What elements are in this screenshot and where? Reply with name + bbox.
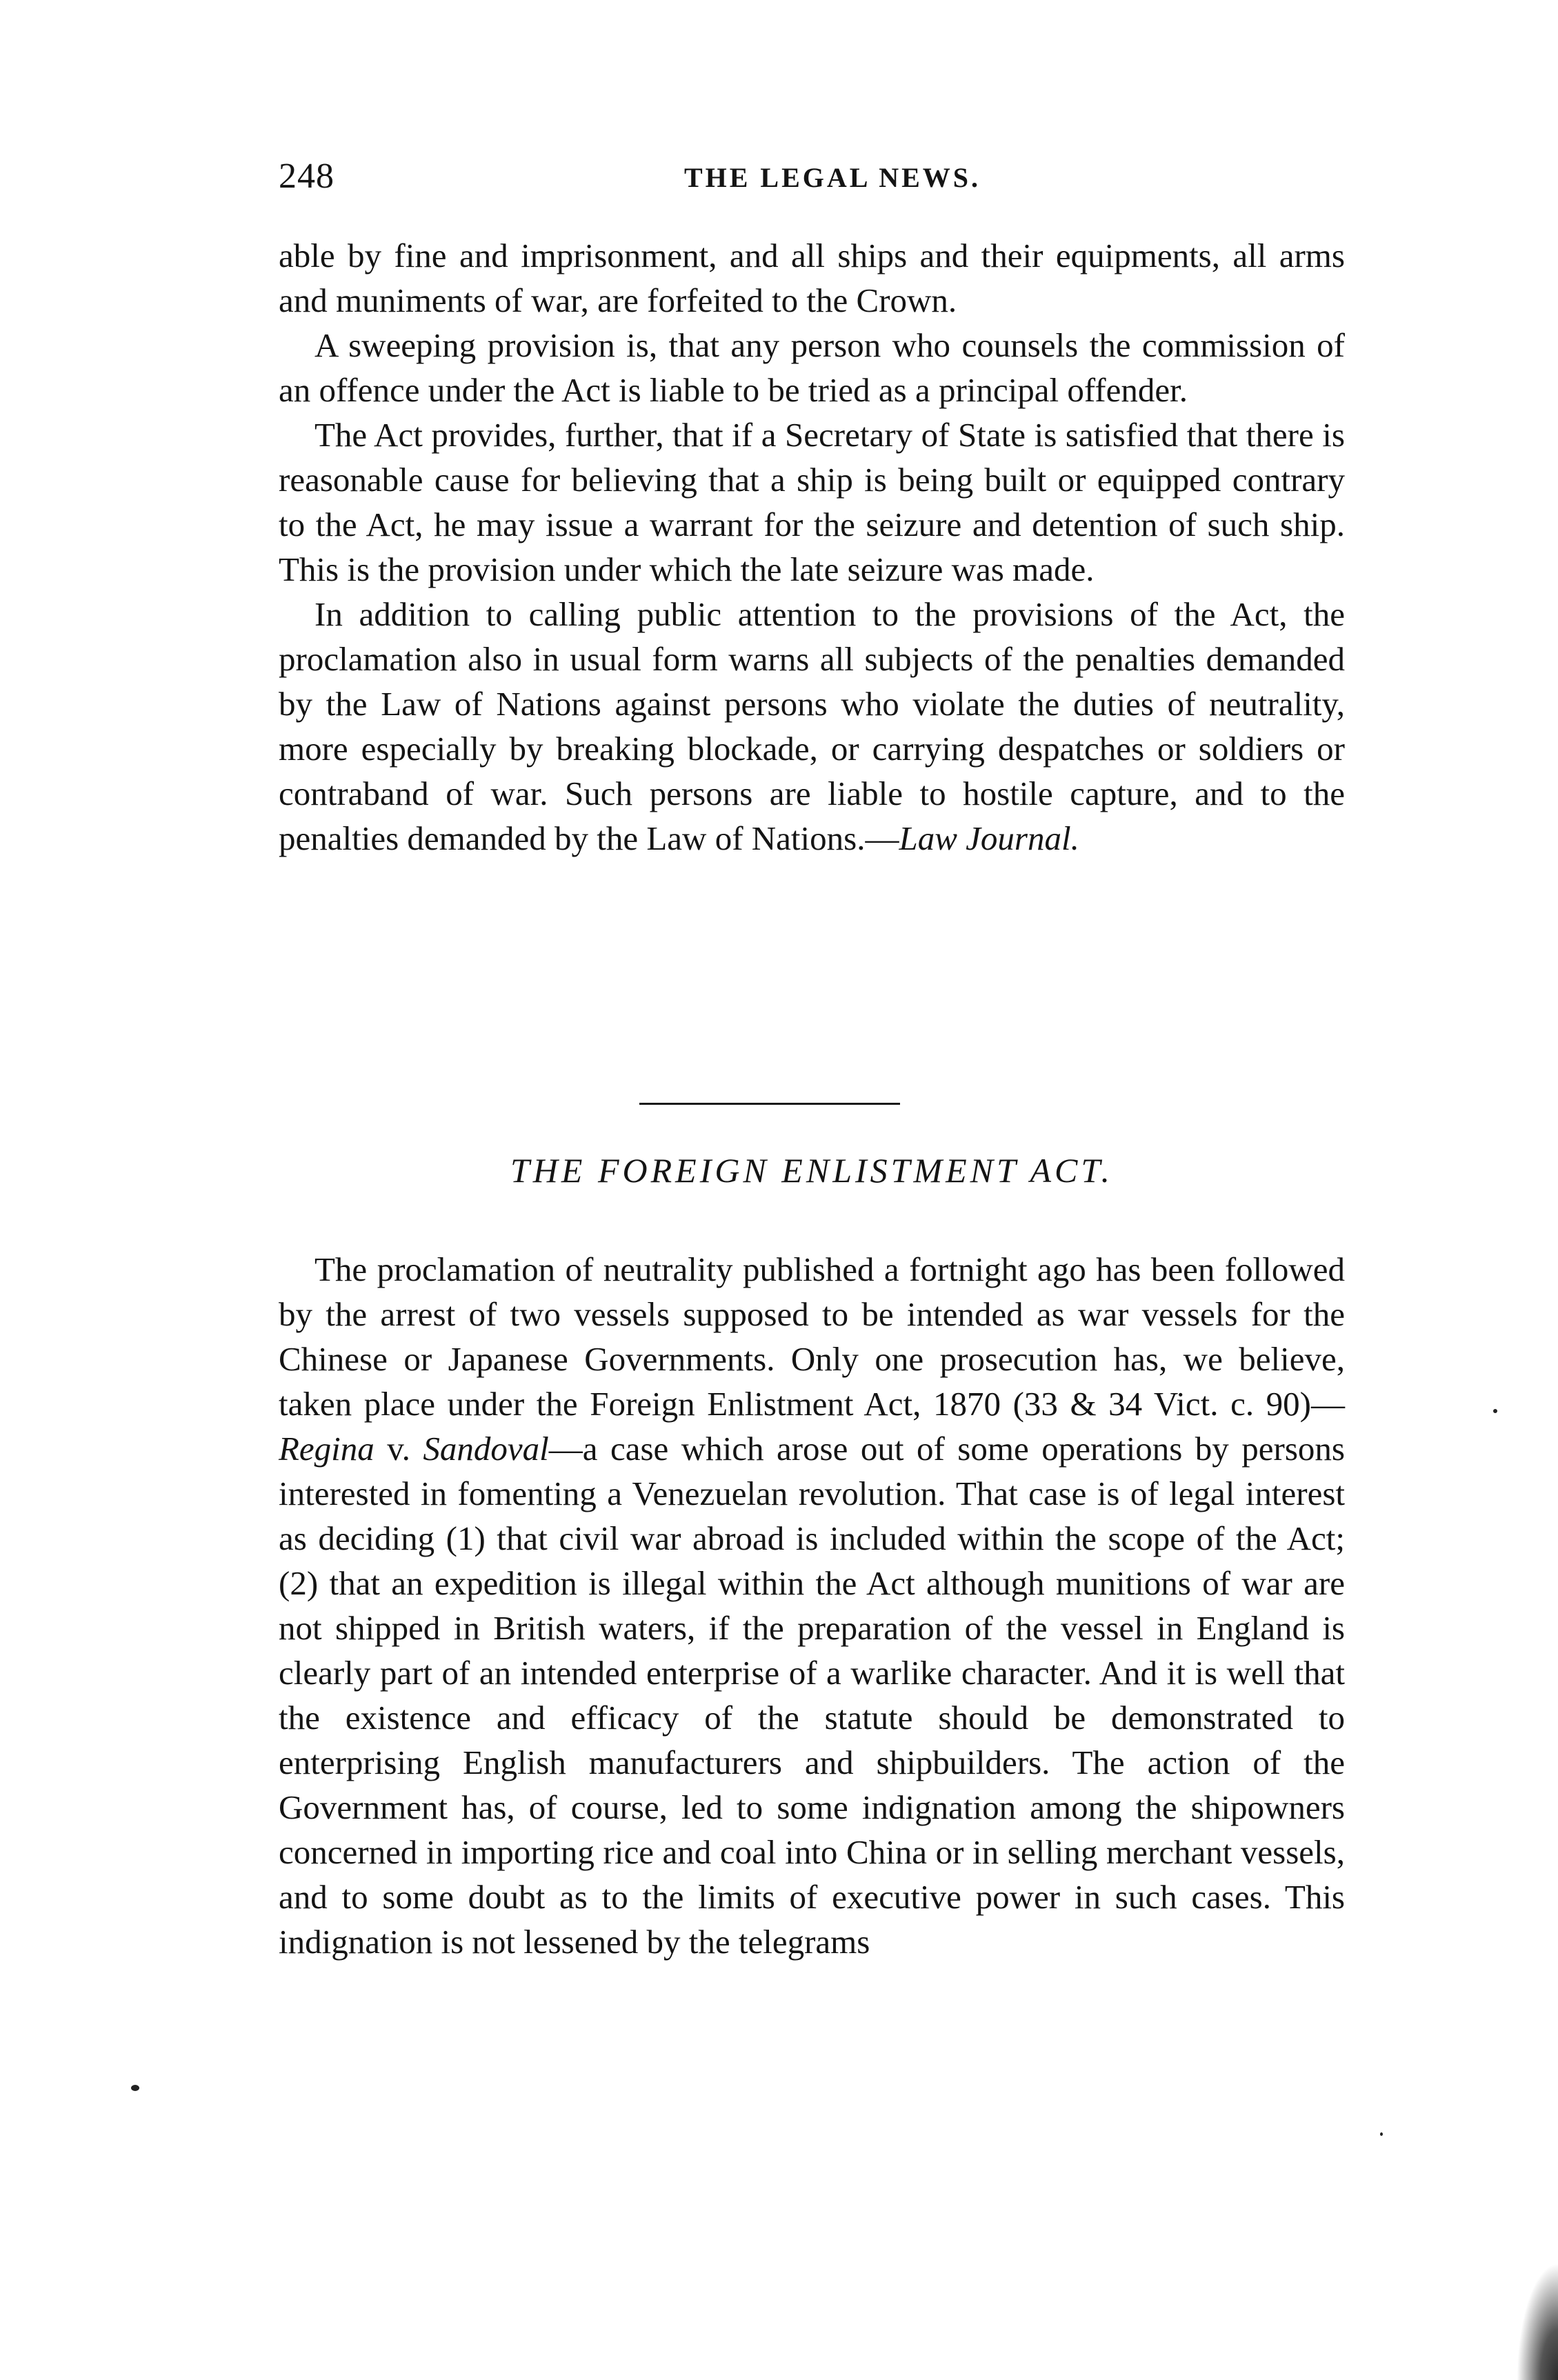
case-name: Sandoval: [423, 1430, 549, 1468]
case-name: Regina: [279, 1430, 374, 1468]
running-head: THE LEGAL NEWS.: [683, 162, 981, 193]
paragraph: [279, 1247, 1345, 1964]
page-corner-smudge: [1517, 2263, 1558, 2380]
paragraph: able by fine and imprisonment, and all ships and their equipments, all arms and muniments of war, are forfeited to the Crown.: [279, 237, 1345, 319]
page-number: 248: [279, 157, 334, 196]
paragraph: A sweeping provision is, that any person who counsels the commission of an offence under the Act is liable to be tried as a principal offender.: [279, 326, 1345, 409]
section-divider: [639, 1103, 900, 1105]
article-title: THE FOREIGN ENLISTMENT ACT.: [510, 1151, 1113, 1190]
article-body: [279, 1247, 1345, 1964]
page-header: [279, 154, 1345, 217]
versus: v.: [374, 1430, 423, 1468]
ink-speck: [1493, 1409, 1497, 1413]
continued-article: [279, 233, 1345, 861]
paragraph: The Act provides, further, that if a Secretary of State is satisfied that there is reasonable cause for believing that a ship is being built or equipped contrary to the Act, he may issue a warrant for the seizure and detention of such ship. This is the provision under which the late seizure was made.: [279, 416, 1345, 588]
paragraph-text: —a case which arose out of some operations by persons interested in fomenting a Venezuelan revolution. That case is of legal interest as deciding (1) that civil war abroad is included within the scope of the Act; (2) that an expedition is illegal within the Act although munitions of war are not shipped in British waters, if the preparation of the vessel in England is clearly part of an intended enterprise of a warlike character. And it is well that the existence and efficacy of the statute should be demonstrated to enterprising English manufacturers and shipbuilders. The action of the Government has, of course, led to some indignation among the shipowners concerned in importing rice and coal into China or in selling merchant vessels, and to some doubt as to the limits of executive power in such cases. This indignation is not lessened by the telegrams: [279, 1430, 1345, 1961]
ink-speck: [1380, 2132, 1383, 2136]
ink-speck: [131, 2085, 139, 2091]
paragraph-text: The proclamation of neutrality published a fortnight ago has been followed by the arrest of two vessels supposed to be intended as war vessels for the Chinese or Japanese Governments. Only one prosecution has, we believe, taken place under the Foreign Enlistment Act, 1870 (33 & 34 Vict. c. 90)—: [279, 1250, 1345, 1423]
source-citation: Law Journal.: [899, 819, 1079, 857]
paragraph: [279, 592, 1345, 861]
paragraph-text: In addition to calling public attention to the provisions of the Act, the proclamation also in usual form warns all subjects of the penalties demanded by the Law of Nations against persons who violate the duties of neutrality, more especially by breaking blockade, or carrying despatches or soldiers or contraband of war. Such persons are liable to hostile capture, and to the penalties demanded by the Law of Nations.—: [279, 595, 1345, 857]
